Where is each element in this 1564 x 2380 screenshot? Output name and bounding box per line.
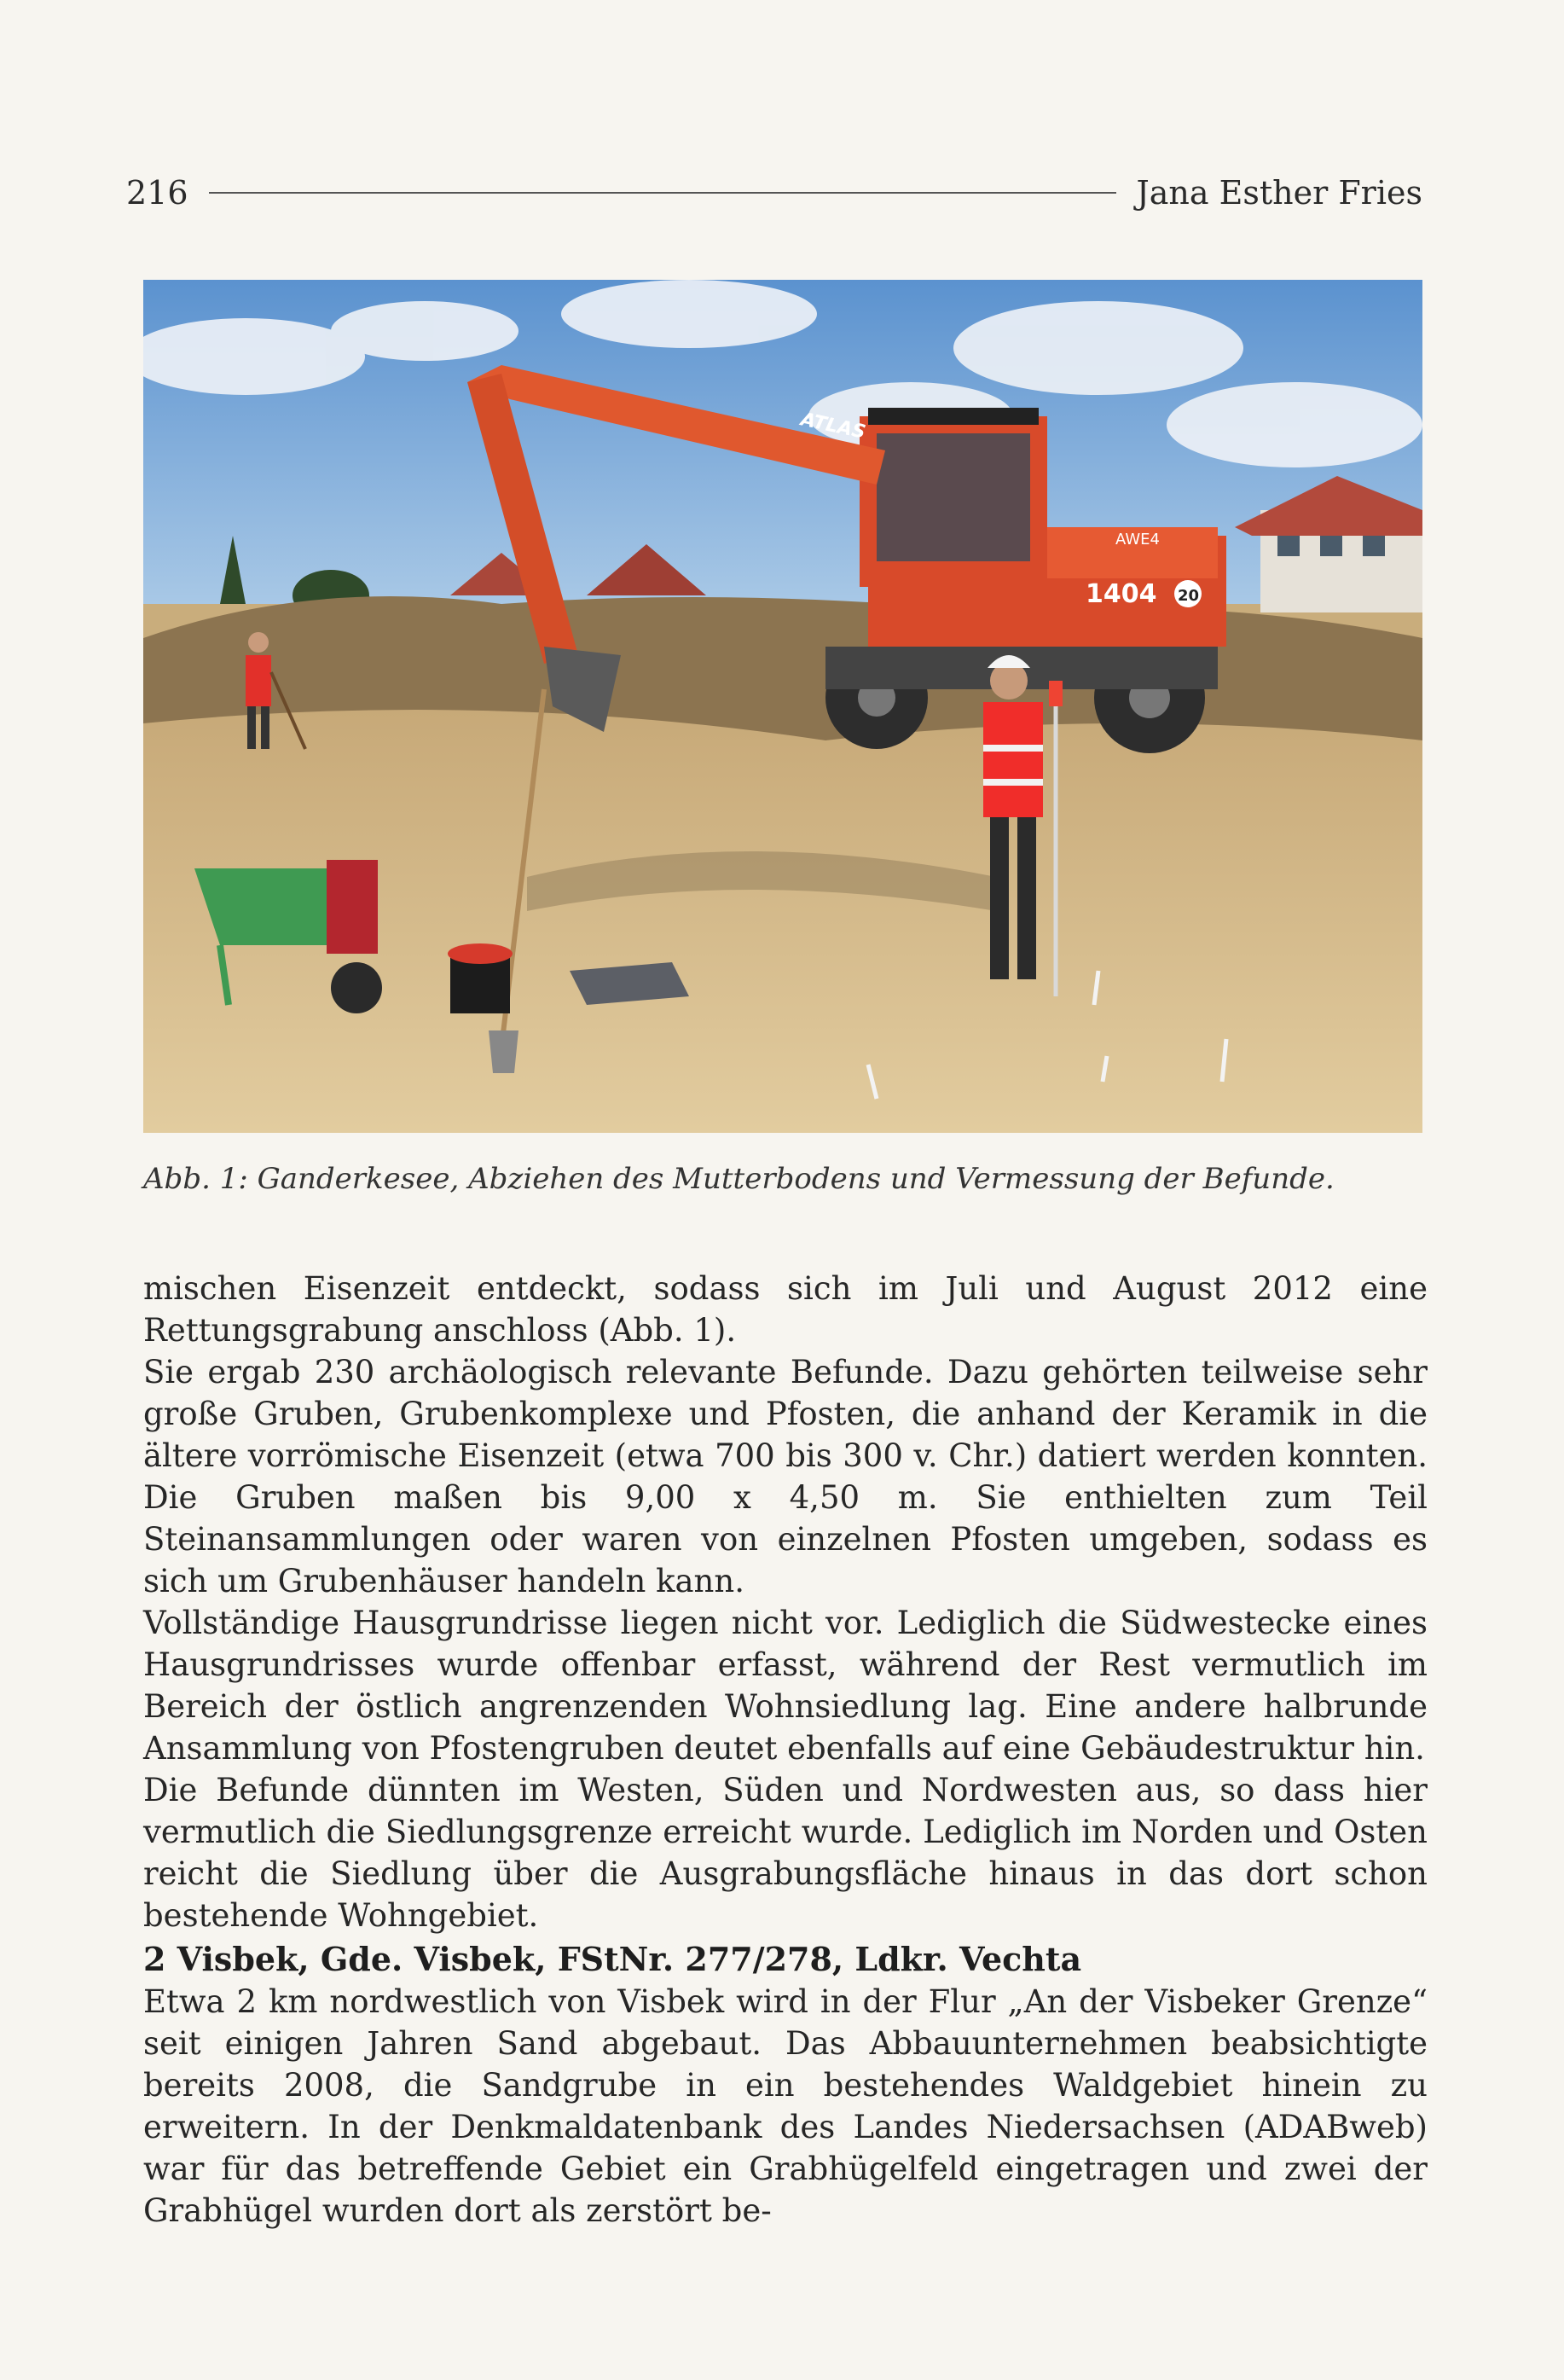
excavator-badge: 20 [1178,587,1200,605]
running-header [126,167,1422,218]
header-rule [209,192,1116,194]
excavator-number: 1404 [1086,579,1157,609]
running-author: Jana Esther Fries [1136,174,1422,212]
body-text [143,1268,1428,1936]
excavation-photo [143,280,1422,1133]
excavator-label: AWE4 [1115,531,1160,549]
excavator-brand: ATLAS [798,409,868,444]
section-heading: 2 Visbek, Gde. Visbek, FStNr. 277/278, Ldkr. Vechta [143,1940,1082,1978]
section-body [143,1981,1428,2232]
paragraph: Etwa 2 km nordwestlich von Visbek wird in der Flur „An der Visbeker Grenze“ seit einigen Jahren Sand abgebaut. Das Abbauunternehmen beabsichtigte bereits 2008, die Sandgrube in ein bestehendes Waldgebiet hinein zu erweitern. In der Denkmaldatenbank des Landes Niedersachsen (ADABweb) war für das betreffende Gebiet ein Grabhügelfeld eingetragen und zwei der Grabhügel wurden dort als zerstört be- [143,1983,1428,2229]
page-number: 216 [126,174,188,212]
paragraph: mischen Eisenzeit entdeckt, sodass sich im Juli und August 2012 eine Rettungsgrabung anschloss (Abb. 1). [143,1270,1428,1349]
figure-photo [143,280,1422,1133]
shovel-blade [489,1030,518,1073]
figure-caption: Abb. 1: Ganderkesee, Abziehen des Mutterbodens und Vermessung der Befunde. [143,1162,1335,1196]
paragraph: Vollständige Hausgrundrisse liegen nicht vor. Lediglich die Südwestecke eines Hausgrundrisses wurde offenbar erfasst, während der Rest vermutlich im Bereich der östlich angrenzenden Wohnsiedlung lag. Eine andere halbrunde Ansammlung von Pfostengruben deutet ebenfalls auf eine Gebäudestruktur hin. [143,1605,1428,1767]
red-bucket [448,943,513,1013]
paragraph: Sie ergab 230 archäologisch relevante Befunde. Dazu gehörten teilweise sehr große Gruben, Grubenkomplexe und Pfosten, die anhand der Keramik in die ältere vorrömische Eisenzeit (etwa 700 bis 300 v. Chr.) datiert werden konnten. Die Gruben maßen bis 9,00 x 4,50 m. Sie enthielten zum Teil Steinansammlungen oder waren von einzelnen Pfosten umgeben, sodass es sich um Grubenhäuser handeln kann. [143,1354,1428,1599]
paragraph: Die Befunde dünnten im Westen, Süden und Nordwesten aus, so dass hier vermutlich die Siedlungsgrenze erreicht wurde. Lediglich im Norden und Osten reicht die Siedlung über die Ausgrabungsfläche hinaus in das dort schon bestehende Wohngebiet. [143,1772,1428,1934]
